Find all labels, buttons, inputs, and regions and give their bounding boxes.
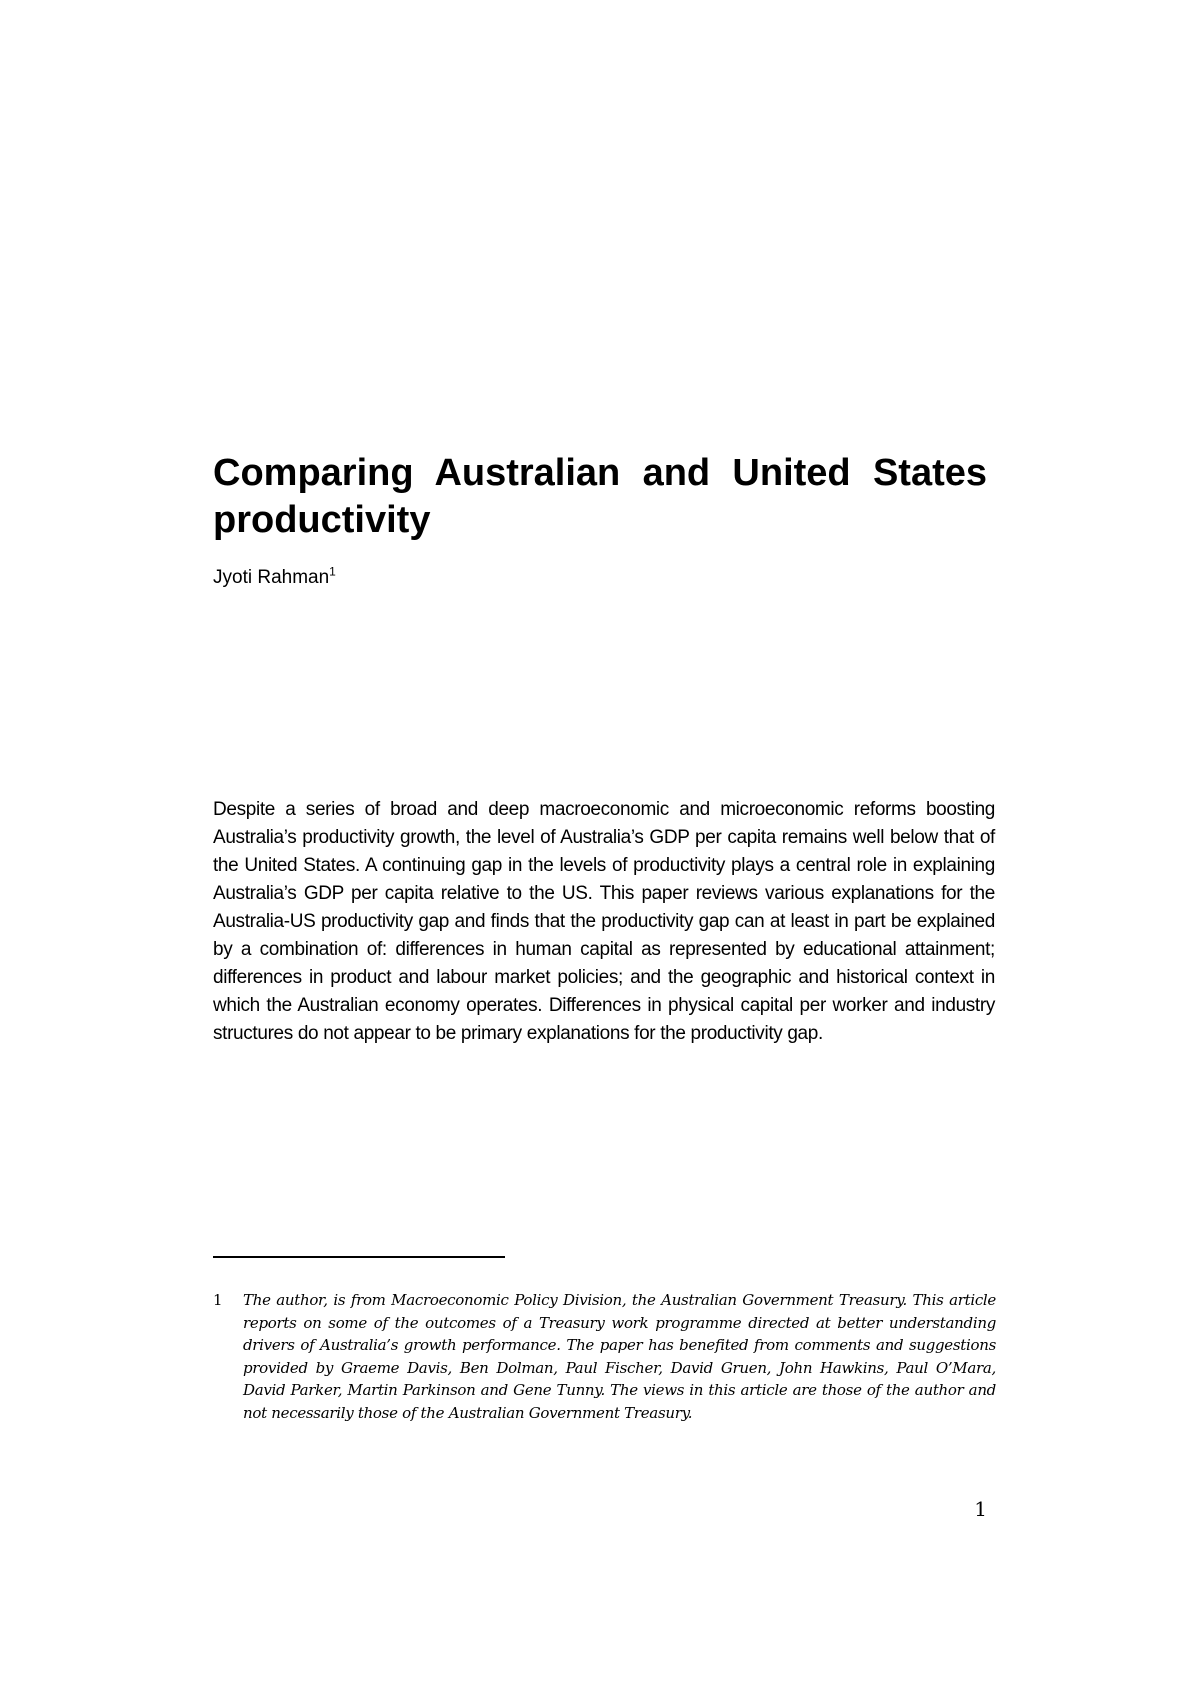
author-name: Jyoti Rahman xyxy=(213,567,330,588)
footnote-number: 1 xyxy=(213,1291,223,1309)
abstract-paragraph: Despite a series of broad and deep macroeconomic and microeconomic reforms boosting Australia’s productivity growth, the level of Australia’s GDP per capita remains well below that of the United States. A continuing gap in the levels of productivity plays a central role in explaining Australia’s GDP per capita relative to the US. This paper reviews various explanations for the Australia-US productivity gap and finds that the productivity gap can at least in part be explained by a combination of: differences in human capital as represented by educational attainment; differences in product and labour market policies; and the geographic and historical context in which the Australian economy operates. Differences in physical capital per worker and industry structures do not appear to be primary explanations for the productivity gap. xyxy=(213,799,995,1044)
author-line xyxy=(213,566,336,590)
footnote xyxy=(213,1289,996,1424)
footnote-text: The author, is from Macroeconomic Policy Division, the Australian Government Treasury. This article reports on some of the outcomes of a Treasury work programme directed at better understanding drivers of Australia’s growth performance. The paper has benefited from comments and suggestions provided by Graeme Davis, Ben Dolman, Paul Fischer, David Gruen, John Hawkins, Paul O’Mara, David Parker, Martin Parkinson and Gene Tunny. The views in this article are those of the author and not necessarily those of the Australian Government Treasury. xyxy=(243,1291,996,1422)
page-number: 1 xyxy=(974,1497,987,1521)
footnote-separator xyxy=(213,1256,505,1258)
paper-title: Comparing Australian and United States productivity xyxy=(213,452,987,541)
author-footnote-marker[interactable]: 1 xyxy=(329,564,336,579)
